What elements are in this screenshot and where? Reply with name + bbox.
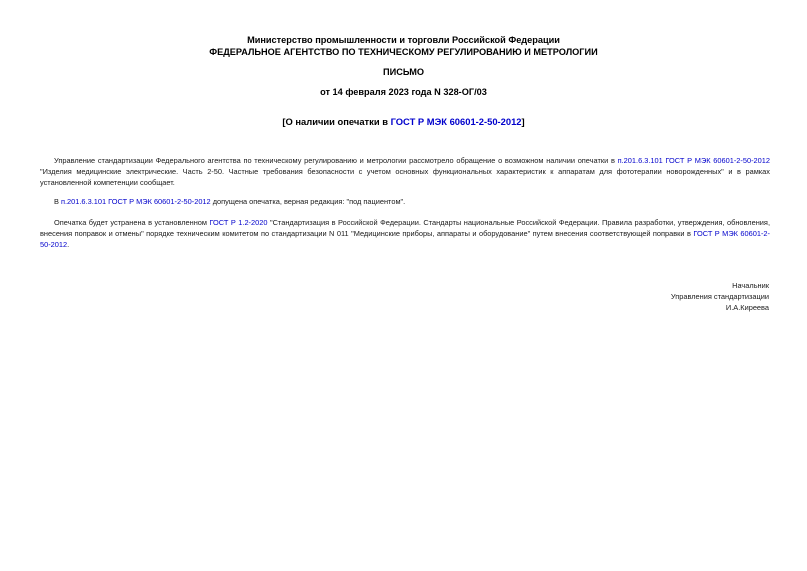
signer-department: Управления стандартизации [670,292,769,301]
subject-suffix: ] [521,116,525,127]
document-subject [0,116,807,128]
document-date-number: от 14 февраля 2023 года N 328-ОГ/03 [320,87,487,97]
signer-position: Начальник [732,281,769,290]
paragraph-text: . [67,240,70,249]
ministry-name: Министерство промышленности и торговли Российской Федерации [247,35,560,45]
agency-name: ФЕДЕРАЛЬНОЕ АГЕНТСТВО ПО ТЕХНИЧЕСКОМУ РЕГУЛИРОВАНИЮ И МЕТРОЛОГИИ [209,47,598,57]
subject-standard-link[interactable]: ГОСТ Р МЭК 60601-2-50-2012 [390,116,522,127]
paragraph-text: В [54,197,61,206]
paragraph-text: "Изделия медицинские электрические. Часть 2-50. Частные требования безопасности с учетом основных функциональных характеристик к аппаратам для фототерапии новорожденных" и в рамках установленной компетенции сообщает. [40,167,770,187]
clause-link[interactable]: п.201.6.3.101 ГОСТ Р МЭК 60601-2-50-2012 [617,156,771,165]
subject-prefix: [О наличии опечатки в [282,116,391,127]
paragraph-text: допущена опечатка, верная редакция: "под пациентом". [210,197,406,206]
document-type: ПИСЬМО [382,67,425,77]
standard-gost-1-2-link[interactable]: ГОСТ Р 1.2-2020 [209,218,268,227]
paragraph-text: Управление стандартизации Федерального агентства по техническому регулированию и метрологии рассмотрело обращение о возможном наличии опечатки в [54,156,618,165]
signature-block [549,280,769,313]
standard-link[interactable]: ГОСТ Р МЭК 60601-2-50-2012 [40,229,770,249]
paragraph-text: Опечатка будет устранена в установленном [54,218,210,227]
paragraph-resolution [40,217,770,250]
paragraph-appeal [40,155,770,188]
signer-name: И.А.Киреева [725,303,769,312]
paragraph-correction [40,196,770,207]
clause-link[interactable]: п.201.6.3.101 ГОСТ Р МЭК 60601-2-50-2012 [60,197,211,206]
paragraph-text: "Стандартизация в Российской Федерации. Стандарты национальные Российской Федерации. Правила разработки, утверждения, обновления, внесения поправок и отмены" порядке техническим комитетом по стандартизации N 011 "Медицинские приборы, аппараты и оборудование" путем внесения соответствующей поправки в [40,218,770,238]
